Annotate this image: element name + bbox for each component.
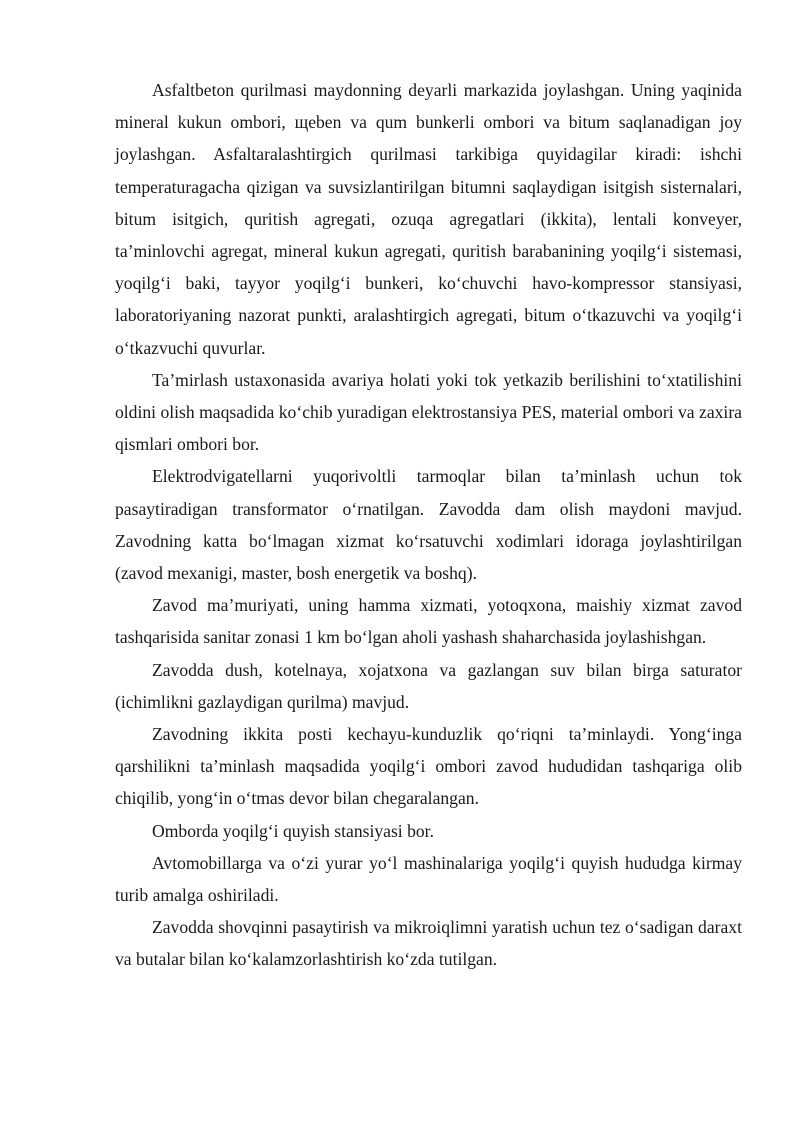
paragraph-fuel-station: Omborda yoqilg‘i quyish stansiyasi bor. bbox=[152, 820, 434, 841]
paragraph-security-fire: Zavodning ikkita posti kechayu-kunduzlik qo‘riqni ta’minlaydi. Yong‘inga qarshilikni ta’minlash maqsadida yoqilg‘i ombori zavod hududidan tashqariga olib chiqilib, yong‘in o‘tmas devor bilan chegaralangan. bbox=[115, 724, 742, 809]
paragraph-repair-workshop: Ta’mirlash ustaxonasida avariya holati yoki tok yetkazib berilishini to‘xtatilishini oldini olish maqsadida ko‘chib yuradigan elektrostansiya PES, material ombori va zaxira qismlari ombori bor. bbox=[115, 369, 742, 455]
document-page bbox=[115, 74, 742, 976]
paragraph-asphalt-plant: Asfaltbeton qurilmasi maydonning deyarli markazida joylashgan. Uning yaqinida mineral kukun ombori, щeben va qum bunkerli ombori va bitum saqlanadigan joy joylashgan. Asfaltaralashtirgich qurilmasi tarkibiga quyidagilar kiradi: ishchi temperaturagacha qizigan va suvsizlantirilgan bitumni saqlaydigan isitgish sisternalari, bitum isitgich, quritish agregati, ozuqa agregatlari (ikkita), lentali konveyer, ta’minlovchi agregat, mineral kukun agregati, quritish barabanining yoqilg‘i sistemasi, yoqilg‘i baki, tayyor yoqilg‘i bunkeri, ko‘chuvchi havo-kompressor stansiyasi, laboratoriyaning nazorat punkti, aralashtirgich agregati, bitum o‘tkazuvchi va yoqilg‘i o‘tkazvuchi quvurlar. bbox=[115, 80, 742, 358]
paragraph-facilities: Zavodda dush, kotelnaya, xojatxona va gazlangan suv bilan birga saturator (ichimlikni gazlaydigan qurilma) mavjud. bbox=[115, 659, 742, 712]
paragraph-landscaping: Zavodda shovqinni pasaytirish va mikroiqlimni yaratish uchun tez o‘sadigan daraxt va butalar bilan ko‘kalamzorlashtirish ko‘zda tutilgan. bbox=[115, 917, 742, 970]
paragraph-vehicle-refueling: Avtomobillarga va o‘zi yurar yo‘l mashinalariga yoqilg‘i quyish hududga kirmay turib amalga oshiriladi. bbox=[115, 852, 742, 906]
paragraph-transformer: Elektrodvigatellarni yuqorivoltli tarmoqlar bilan ta’minlash uchun tok pasaytiradigan transformator o‘rnatilgan. Zavodda dam olish maydoni mavjud. Zavodning katta bo‘lmagan xizmat ko‘rsatuvchi xodimlari idoraga joylashtirilgan (zavod mexanigi, master, bosh energetik va boshq). bbox=[115, 466, 742, 584]
paragraph-administration: Zavod ma’muriyati, uning hamma xizmati, yotoqxona, maishiy xizmat zavod tashqarisida sanitar zonasi 1 km bo‘lgan aholi yashash shaharchasida joylashishgan. bbox=[115, 595, 742, 648]
